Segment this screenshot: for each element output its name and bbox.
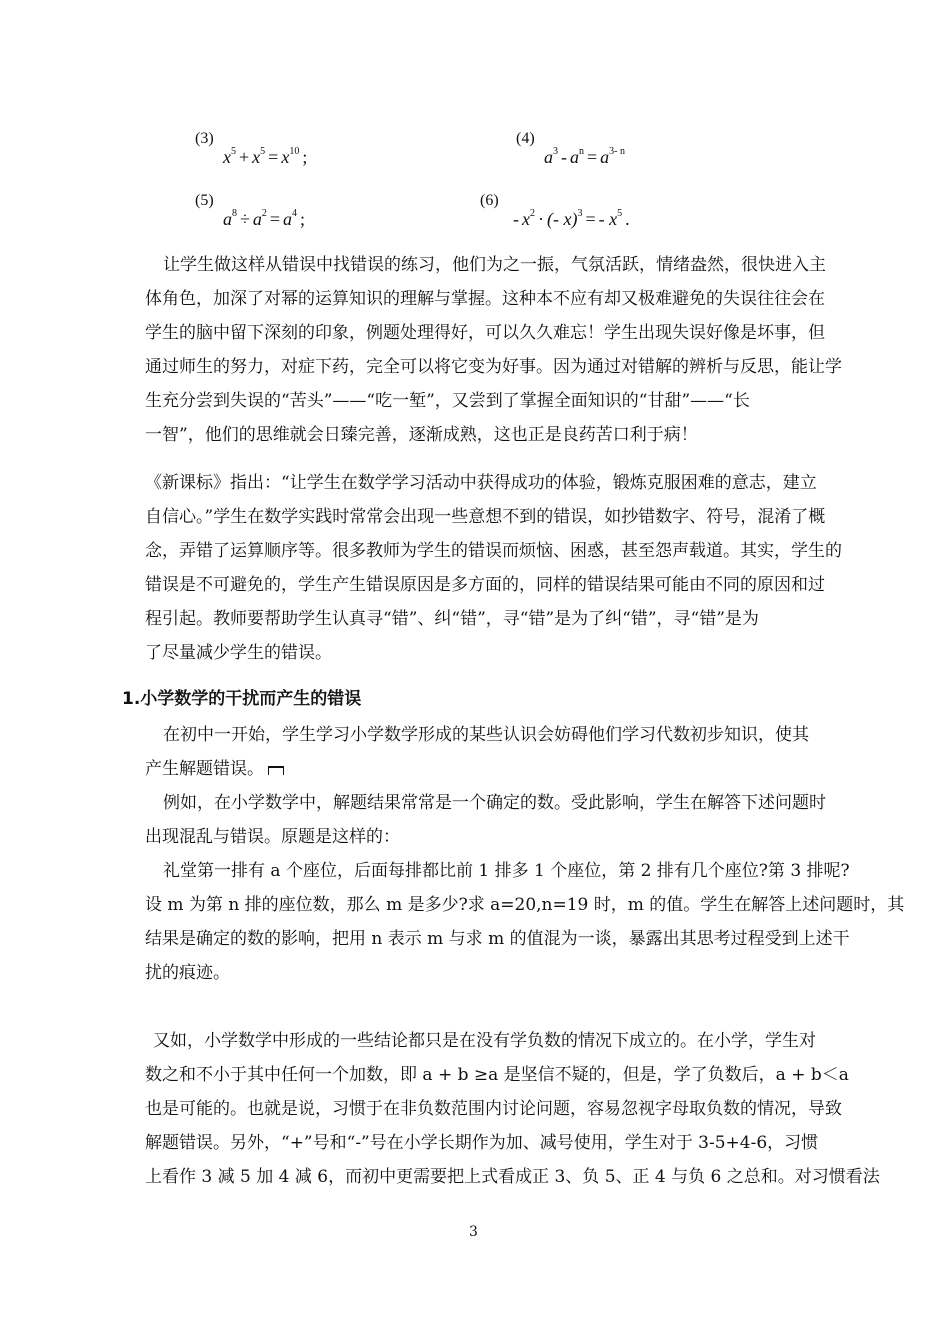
formula-expression: $x^5 + x^5 = x^{10}$ ; xyxy=(223,146,308,167)
formula-number: (5) xyxy=(195,192,214,209)
paragraph-primary-interference xyxy=(145,718,845,786)
text-line: 错误是不可避免的，学生产生错误原因是多方面的，同样的错误结果可能由不同的原因和过 xyxy=(145,575,825,595)
formula-number: (4) xyxy=(516,130,535,147)
formula-expression: $a^8 \div a^2 = a^4$ ; xyxy=(223,208,306,229)
text-line: 让学生做这样从错误中找错误的练习，他们为之一振，气氛活跃，情绪盎然，很快进入主 xyxy=(163,255,826,275)
text-line: 产生解题错误。 xyxy=(145,752,845,786)
formula-row-2 xyxy=(0,192,950,242)
formula-row-1 xyxy=(0,130,950,180)
formula-expression: $a^3 - a^n = a^{3- n}$ xyxy=(544,146,625,167)
paragraph-reflection xyxy=(145,248,845,452)
text-line: 一智”，他们的思维就会日臻完善，逐渐成熟，这也正是良药苦口利于病！ xyxy=(145,425,698,445)
text-line: 生充分尝到失误的“苦头”——“吃一堑”，又尝到了掌握全面知识的“甘甜”——“长 xyxy=(145,391,750,411)
text-line: 学生的脑中留下深刻的印象，例题处理得好，可以久久难忘！学生出现失误好像是坏事，但 xyxy=(145,323,825,343)
text-line: 又如，小学数学中形成的一些结论都只是在没有学负数的情况下成立的。在小学，学生对 xyxy=(153,1031,816,1051)
text-line: 数之和不小于其中任何一个加数，即 a + b ≥a 是坚信不疑的，但是，学了负数后，a + b＜a xyxy=(145,1065,849,1085)
text-line: 自信心。”学生在数学实践时常常会出现一些意想不到的错误，如抄错数字、符号，混淆了概 xyxy=(145,507,826,527)
text-line: 结果是确定的数的影响，把用 n 表示 m 与求 m 的值混为一谈，暴露出其思考过程受到上述干 xyxy=(145,929,850,949)
text-line: 上看作 3 减 5 加 4 减 6，而初中更需要把上式看成正 3、负 5、正 4 与负 6 之总和。对习惯看法 xyxy=(145,1167,880,1187)
paragraph-new-curriculum xyxy=(145,466,845,670)
text-line: 礼堂第一排有 a 个座位，后面每排都比前 1 排多 1 个座位，第 2 排有几个座位?第 3 排呢? xyxy=(163,861,850,881)
text-line: 念，弄错了运算顺序等。很多教师为学生的错误而烦恼、困惑，甚至怨声载道。其实，学生的 xyxy=(145,541,842,561)
text-line: 也是可能的。也就是说，习惯于在非负数范围内讨论问题，容易忽视字母取负数的情况，导致 xyxy=(145,1099,842,1119)
text-line: 出现混乱与错误。原题是这样的： xyxy=(145,827,400,847)
formula-number: (6) xyxy=(480,192,499,209)
text-line: 通过师生的努力，对症下药，完全可以将它变为好事。因为通过对错解的辨析与反思，能让学 xyxy=(145,357,842,377)
paragraph-example xyxy=(145,786,845,854)
text-cursor-icon xyxy=(268,766,284,775)
text-line: 解题错误。另外，“+”号和“-”号在小学长期作为加、减号使用，学生对于 3-5+4-6，习惯 xyxy=(145,1133,819,1153)
text-line: 《新课标》指出：“让学生在数学学习活动中获得成功的体验，锻炼克服困难的意志，建立 xyxy=(145,473,817,493)
text-line: 程引起。教师要帮助学生认真寻“错”、纠“错”，寻“错”是为了纠“错”，寻“错”是为 xyxy=(145,609,759,629)
section-heading: 1.小学数学的干扰而产生的错误 xyxy=(122,689,362,709)
text-line: 扰的痕迹。 xyxy=(145,963,230,983)
paragraph-negative-numbers xyxy=(145,1024,880,1194)
text-line: 设 m 为第 n 排的座位数，那么 m 是多少?求 a=20,n=19 时，m 的值。学生在解答上述问题时，其 xyxy=(145,895,905,915)
text-line: 了尽量减少学生的错误。 xyxy=(145,643,332,663)
paragraph-problem xyxy=(145,854,905,990)
page-number: 3 xyxy=(469,1224,478,1240)
text-line: 例如，在小学数学中，解题结果常常是一个确定的数。受此影响，学生在解答下述问题时 xyxy=(163,793,826,813)
text-line: 体角色，加深了对幂的运算知识的理解与掌握。这种本不应有却又极难避免的失误往往会在 xyxy=(145,289,825,309)
text-line: 在初中一开始，学生学习小学数学形成的某些认识会妨碍他们学习代数初步知识，使其 xyxy=(163,725,809,745)
formula-expression: - $x^2$ · (- x)$^3$ = - $x^5$ . xyxy=(513,208,630,229)
formula-number: (3) xyxy=(195,130,214,147)
